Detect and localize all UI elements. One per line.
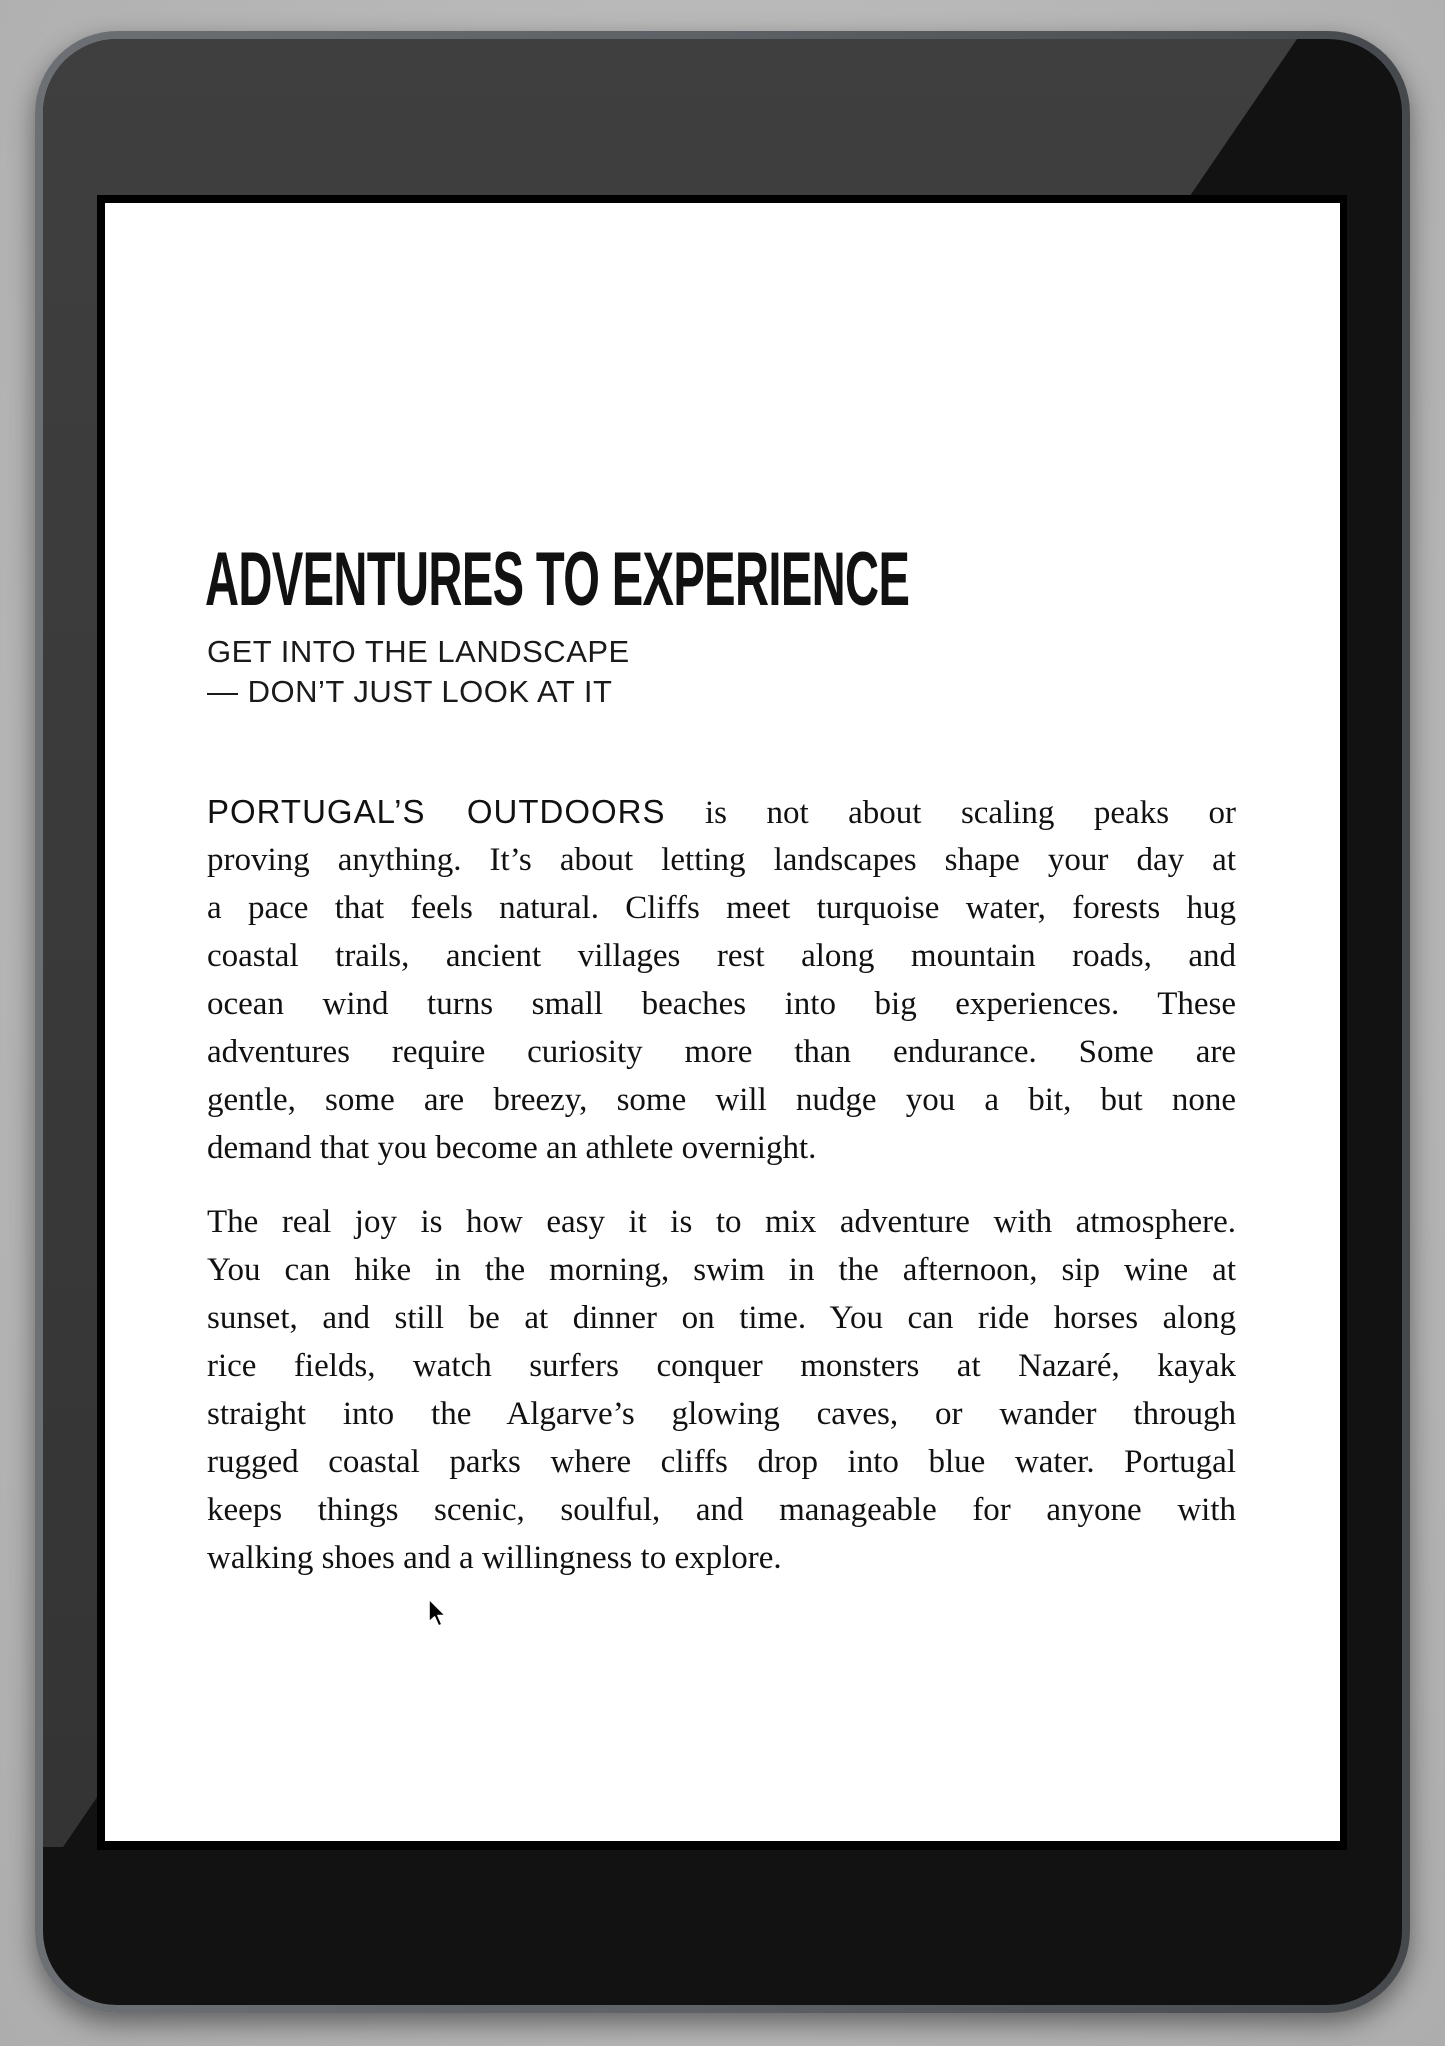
text-line: keeps things scenic, soulful, and manageable for anyone with: [207, 1492, 1236, 1528]
page-title: ADVENTURES TO EXPERIENCE: [205, 537, 910, 622]
text-line: demand that you become an athlete overnight.: [207, 1130, 817, 1166]
paragraph-2: [207, 1198, 1236, 1582]
arrow-pointer-icon: [427, 1598, 449, 1630]
lead-in: PORTUGAL’S OUTDOORS: [207, 793, 666, 830]
text-line: sunset, and still be at dinner on time. You can ride horses along: [207, 1300, 1236, 1336]
subtitle-line: GET INTO THE LANDSCAPE: [207, 634, 630, 669]
text-line: ocean wind turns small beaches into big experiences. These: [207, 986, 1236, 1022]
subtitle-line: — DON’T JUST LOOK AT IT: [207, 674, 613, 709]
text-line: coastal trails, ancient villages rest along mountain roads, and: [207, 938, 1236, 974]
text-line: gentle, some are breezy, some will nudge you a bit, but none: [207, 1082, 1236, 1118]
paragraph-1: [207, 788, 1236, 1172]
text-line: a pace that feels natural. Cliffs meet turquoise water, forests hug: [207, 890, 1236, 926]
text-line: rugged coastal parks where cliffs drop into blue water. Portugal: [207, 1444, 1236, 1480]
text-line: proving anything. It’s about letting landscapes shape your day at: [207, 842, 1236, 878]
text-line: straight into the Algarve’s glowing caves, or wander through: [207, 1396, 1236, 1432]
text-line: adventures require curiosity more than endurance. Some are: [207, 1034, 1236, 1070]
text-line: You can hike in the morning, swim in the afternoon, sip wine at: [207, 1252, 1236, 1288]
text-line: walking shoes and a willingness to explore.: [207, 1540, 782, 1576]
text-line: The real joy is how easy it is to mix adventure with atmosphere.: [207, 1204, 1236, 1240]
text-line: PORTUGAL’S OUTDOORS is not about scaling peaks or: [207, 793, 1237, 831]
text-line: rice fields, watch surfers conquer monsters at Nazaré, kayak: [207, 1348, 1236, 1384]
page-subtitle: [207, 632, 630, 712]
